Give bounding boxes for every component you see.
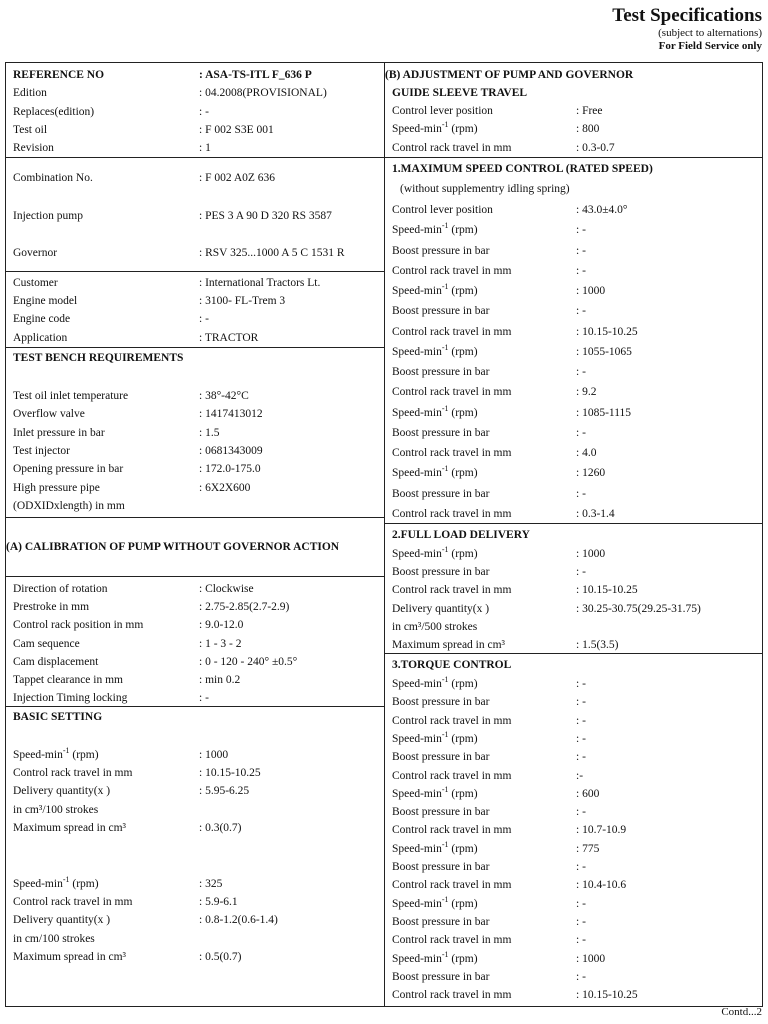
spec-label: Maximum spread in cm³ [13, 950, 126, 963]
spec-row [6, 207, 384, 225]
torque-title: 3.TORQUE CONTROL [392, 659, 512, 671]
spec-row [385, 221, 762, 239]
calibration-section [6, 576, 384, 707]
spec-label: Control rack travel in mm [392, 584, 512, 597]
spec-row [6, 911, 384, 929]
spec-row [385, 383, 762, 401]
spec-value: : Clockwise [199, 583, 254, 595]
adjustment-title: (B) ADJUSTMENT OF PUMP AND GOVERNOR [385, 69, 634, 81]
spec-label: in cm/100 strokes [13, 932, 95, 945]
spec-row [385, 895, 762, 913]
spec-label: Cam sequence [13, 637, 80, 650]
spec-value: : min 0.2 [199, 674, 241, 686]
spec-value: : 1055-1065 [576, 345, 632, 358]
spec-label: Cam displacement [13, 655, 99, 668]
spec-label: Delivery quantity(x ) [13, 914, 111, 927]
spec-value: : 800 [576, 123, 600, 136]
spec-row [6, 460, 384, 478]
spec-label: Boost pressure in bar [392, 305, 490, 318]
spec-label: Boost pressure in bar [392, 426, 490, 439]
spec-value: : 10.15-10.25 [576, 325, 638, 338]
spec-label: Control rack position in mm [13, 619, 144, 632]
full-load-section [385, 523, 762, 654]
full-load-title: 2.FULL LOAD DELIVERY [392, 529, 530, 541]
spec-value: : 1260 [576, 467, 606, 480]
spec-row [385, 913, 762, 931]
spec-label: Inlet pressure in bar [13, 426, 105, 439]
spec-label: Boost pressure in bar [392, 487, 490, 500]
basic-setting-section [6, 706, 384, 1009]
spec-label: Control rack travel in mm [392, 325, 512, 338]
spec-row [6, 121, 384, 139]
spec-value: : Free [576, 105, 603, 117]
spec-label: Boost pressure in bar [392, 244, 490, 257]
spec-label: in cm³/100 strokes [13, 803, 99, 816]
spec-value: : 1 - 3 - 2 [199, 637, 242, 650]
spec-row [385, 424, 762, 442]
spec-row [385, 323, 762, 341]
spec-label: Speed-$\min^{-1}$ (rpm) [392, 120, 478, 136]
spec-value: : 1.5 [199, 426, 220, 439]
spec-row [6, 671, 384, 689]
spec-value: : 0.8-1.2(0.6-1.4) [199, 914, 278, 927]
spec-row [6, 616, 384, 634]
spec-row [385, 139, 762, 157]
spec-value: : - [576, 696, 586, 709]
spec-value: : 3100- FL-Trem 3 [199, 295, 286, 308]
spec-label: Speed-$\min^{-1}$ (rpm) [13, 875, 99, 890]
spec-value: : 172.0-175.0 [199, 463, 261, 476]
spec-row [385, 242, 762, 260]
spec-row [6, 66, 384, 84]
field-service-note: For Field Service only [658, 40, 762, 52]
components-section [6, 157, 384, 272]
customer-section [6, 271, 384, 348]
spec-label: Speed-$\min^{-1}$ (rpm) [392, 675, 478, 690]
spec-label: Speed-$\min^{-1}$ (rpm) [392, 221, 478, 237]
spec-value: : 10.15-10.25 [576, 584, 638, 597]
spec-row [6, 244, 384, 262]
spec-value: : - [576, 366, 586, 378]
spec-label: Control rack travel in mm [13, 767, 133, 780]
spec-value: : 04.2008(PROVISIONAL) [199, 87, 327, 100]
right-column [384, 62, 763, 1007]
max-speed-title: 1.MAXIMUM SPEED CONTROL (RATED SPEED) [392, 163, 653, 175]
spec-label: Control rack travel in mm [392, 934, 512, 947]
document-title: Test Specifications [612, 5, 762, 26]
spec-row [6, 653, 384, 671]
spec-row [385, 343, 762, 361]
spec-label: Engine model [13, 295, 78, 308]
spec-value: : - [576, 264, 586, 277]
spec-value: : 600 [576, 787, 600, 800]
spec-row [385, 485, 762, 503]
spec-label: Opening pressure in bar [13, 463, 124, 476]
spec-value: : 10.7-10.9 [576, 824, 627, 837]
spec-value: : 10.15-10.25 [576, 989, 638, 1002]
spec-label: Control rack travel in mm [392, 879, 512, 892]
spec-row [385, 545, 762, 563]
spec-row [385, 821, 762, 839]
spec-label: Delivery quantity(x ) [13, 785, 111, 798]
calibration-title-section [6, 517, 384, 577]
spec-row [385, 302, 762, 320]
spec-label: Engine code [13, 313, 71, 326]
spec-row [6, 801, 384, 819]
spec-row [6, 948, 384, 966]
spec-label: Overflow valve [13, 408, 85, 421]
basic-setting-title: BASIC SETTING [13, 711, 103, 723]
spec-row [6, 442, 384, 460]
spec-value: : 1000 [576, 952, 606, 965]
spec-label: Test injector [13, 444, 70, 457]
spec-label: Boost pressure in bar [392, 696, 490, 709]
spec-value: : 325 [199, 878, 223, 890]
spec-value: : - [199, 313, 209, 326]
spec-row [385, 968, 762, 986]
spec-row [385, 803, 762, 821]
spec-row [385, 767, 762, 785]
calibration-title: (A) CALIBRATION OF PUMP WITHOUT GOVERNOR ACTION [6, 541, 340, 553]
spec-value: : F 002 S3E 001 [199, 123, 274, 136]
spec-row [6, 746, 384, 764]
spec-row [6, 329, 384, 347]
spec-value: : - [576, 305, 586, 318]
continued-note: Contd...2 [721, 1006, 762, 1018]
spec-value: : - [576, 970, 586, 983]
spec-row [385, 986, 762, 1004]
spec-row [385, 730, 762, 748]
spec-label: Governor [13, 247, 58, 259]
spec-value: : - [576, 861, 586, 873]
spec-value: : TRACTOR [199, 331, 259, 344]
spec-value: : - [576, 732, 586, 745]
spec-label: Boost pressure in bar [392, 806, 490, 819]
spec-row [385, 840, 762, 858]
spec-label: Control rack travel in mm [392, 141, 512, 154]
spec-row [6, 893, 384, 911]
spec-value: : 30.25-30.75(29.25-31.75) [576, 602, 701, 615]
spec-label: Speed-$\min^{-1}$ (rpm) [392, 894, 478, 910]
spec-value: : ASA-TS-ITL F_636 P [199, 69, 312, 81]
spec-row [385, 282, 762, 300]
spec-row [385, 950, 762, 968]
spec-label: Control rack travel in mm [392, 824, 512, 837]
spec-row [385, 505, 762, 523]
spec-label: Control rack travel in mm [13, 896, 133, 909]
spec-label: Combination No. [13, 172, 93, 184]
spec-row [6, 782, 384, 800]
spec-value: : 43.0±4.0° [576, 204, 628, 216]
spec-value: : - [576, 806, 586, 819]
spec-label: Speed-$\min^{-1}$ (rpm) [392, 342, 478, 358]
spec-label: Tappet clearance in mm [13, 674, 123, 686]
spec-value: : 1 [199, 142, 211, 155]
spec-value: : 38°-42°C [199, 390, 249, 402]
spec-label: Direction of rotation [13, 583, 108, 595]
reference-section [6, 63, 384, 157]
spec-value: : - [576, 751, 586, 764]
spec-value: : 0.3-0.7 [576, 141, 615, 154]
spec-row [385, 444, 762, 462]
spec-value: : International Tractors Lt. [199, 277, 321, 289]
spec-label: Speed-$\min^{-1}$ (rpm) [392, 784, 478, 800]
adjustment-section [385, 63, 762, 157]
spec-row [6, 479, 384, 497]
spec-row [385, 748, 762, 766]
spec-row [385, 636, 762, 654]
spec-row [6, 635, 384, 653]
bench-section [6, 347, 384, 518]
spec-label: Test oil inlet temperature [13, 390, 129, 402]
spec-label: Test oil [13, 123, 48, 136]
spec-label: Speed-$\min^{-1}$ (rpm) [13, 746, 99, 761]
spec-label: Control rack travel in mm [392, 386, 512, 399]
spec-row [385, 201, 762, 219]
spec-label: Boost pressure in bar [392, 861, 490, 873]
spec-value: : 2.75-2.85(2.7-2.9) [199, 601, 290, 614]
spec-label: (ODXIDxlength) in mm [13, 499, 125, 512]
spec-label: Control rack travel in mm [392, 769, 512, 782]
spec-value: : 1.5(3.5) [576, 639, 619, 651]
spec-value: : 10.15-10.25 [199, 767, 261, 780]
left-column [5, 62, 385, 1007]
spec-row [6, 598, 384, 616]
spec-value: : 5.95-6.25 [199, 785, 250, 798]
spec-label: Boost pressure in bar [392, 751, 490, 764]
spec-row [6, 169, 384, 187]
spec-label: Control rack travel in mm [392, 447, 512, 459]
spec-value: : 0 - 120 - 240° ±0.5° [199, 655, 298, 668]
spec-row [6, 84, 384, 102]
spec-label: Application [13, 331, 68, 344]
spec-row [6, 274, 384, 292]
spec-row [385, 931, 762, 949]
spec-value: : 1085-1115 [576, 406, 632, 419]
spec-label: Customer [13, 277, 58, 289]
spec-value: : 1000 [576, 285, 606, 297]
spec-value: : - [576, 426, 586, 439]
spec-row [385, 712, 762, 730]
spec-value: : - [576, 897, 586, 910]
spec-label: Speed-$\min^{-1}$ (rpm) [392, 839, 478, 855]
spec-value: : 1000 [576, 548, 606, 560]
spec-label: Edition [13, 87, 47, 100]
spec-row [385, 262, 762, 280]
spec-label: Revision [13, 142, 54, 155]
torque-section [385, 653, 762, 1009]
guide-sleeve-title: GUIDE SLEEVE TRAVEL [392, 87, 528, 99]
spec-value: : 0681343009 [199, 444, 263, 457]
spec-label: Control rack travel in mm [392, 989, 512, 1002]
spec-value: : 775 [576, 842, 600, 855]
spec-row [6, 103, 384, 121]
spec-row [385, 675, 762, 693]
spec-value: :- [576, 769, 584, 782]
spec-label: High pressure pipe [13, 481, 100, 494]
spec-row [6, 930, 384, 948]
spec-row [385, 581, 762, 599]
spec-value: : 0.5(0.7) [199, 950, 242, 963]
bench-title: TEST BENCH REQUIREMENTS [13, 352, 184, 364]
spec-label: Boost pressure in bar [392, 970, 490, 983]
spec-value: : 0.3-1.4 [576, 507, 615, 520]
spec-value: : - [576, 487, 586, 500]
spec-label: REFERENCE NO [13, 69, 105, 81]
spec-row [385, 363, 762, 381]
spec-row [385, 876, 762, 894]
spec-label: Speed-$\min^{-1}$ (rpm) [392, 403, 478, 419]
spec-label: Control lever position [392, 105, 493, 117]
spec-value: : 0.3(0.7) [199, 821, 242, 834]
spec-label: Boost pressure in bar [392, 566, 490, 579]
max-speed-section [385, 157, 762, 524]
spec-label: Boost pressure in bar [392, 366, 490, 378]
spec-label: Control rack travel in mm [392, 714, 512, 727]
spec-label: Control rack travel in mm [392, 264, 512, 277]
spec-value: : 6X2X600 [199, 481, 251, 494]
spec-value: : F 002 A0Z 636 [199, 172, 276, 184]
spec-value: : - [199, 692, 209, 705]
spec-row [6, 424, 384, 442]
spec-label: Control lever position [392, 204, 493, 216]
spec-label: Injection pump [13, 209, 83, 222]
spec-row [385, 404, 762, 422]
spec-label: Maximum spread in cm³ [13, 821, 126, 834]
spec-value: : 1417413012 [199, 408, 263, 421]
spec-value: : - [576, 678, 586, 690]
document-subtitle: (subject to alternations) [658, 27, 762, 39]
spec-row [385, 563, 762, 581]
spec-row [6, 764, 384, 782]
spec-label: Prestroke in mm [13, 601, 90, 614]
max-speed-subtitle: (without supplementry idling spring) [400, 183, 570, 195]
spec-value: : - [199, 105, 209, 118]
spec-row [6, 139, 384, 157]
spec-row [385, 618, 762, 636]
spec-row [385, 600, 762, 618]
spec-label: Boost pressure in bar [392, 915, 490, 928]
spec-row [6, 819, 384, 837]
spec-label: Injection Timing locking [13, 692, 128, 705]
spec-value: : 1000 [199, 749, 229, 761]
spec-value: : RSV 325...1000 A 5 C 1531 R [199, 247, 345, 259]
spec-value: : - [576, 566, 586, 579]
spec-label: Replaces(edition) [13, 105, 95, 118]
spec-row [385, 785, 762, 803]
spec-row [6, 310, 384, 328]
spec-label: Speed-$\min^{-1}$ (rpm) [392, 464, 478, 480]
spec-row [6, 292, 384, 310]
spec-value: : - [576, 244, 586, 257]
spec-label: Speed-$\min^{-1}$ (rpm) [392, 949, 478, 965]
spec-row [385, 102, 762, 120]
spec-value: : - [576, 915, 586, 928]
spec-row [6, 497, 384, 515]
spec-row [385, 693, 762, 711]
spec-row [6, 387, 384, 405]
spec-label: Delivery quantity(x ) [392, 602, 490, 615]
spec-label: Control rack travel in mm [392, 507, 512, 520]
spec-row [6, 875, 384, 893]
spec-row [6, 405, 384, 423]
spec-value: : - [576, 224, 586, 237]
spec-value: : 5.9-6.1 [199, 896, 238, 909]
spec-label: Speed-$\min^{-1}$ (rpm) [392, 545, 478, 560]
spec-label: in cm³/500 strokes [392, 620, 478, 633]
spec-row [6, 580, 384, 598]
spec-row [385, 464, 762, 482]
spec-label: Speed-$\min^{-1}$ (rpm) [392, 729, 478, 745]
spec-row [385, 120, 762, 138]
spec-row [6, 689, 384, 707]
spec-value: : 4.0 [576, 447, 597, 459]
spec-row [385, 858, 762, 876]
spec-label: Speed-$\min^{-1}$ (rpm) [392, 282, 478, 297]
spec-value: : - [576, 714, 586, 727]
spec-label: Maximum spread in cm³ [392, 639, 505, 651]
spec-value: : - [576, 934, 586, 947]
spec-value: : 9.0-12.0 [199, 619, 244, 632]
spec-value: : PES 3 A 90 D 320 RS 3587 [199, 209, 332, 222]
spec-value: : 10.4-10.6 [576, 879, 627, 892]
spec-value: : 9.2 [576, 386, 597, 399]
